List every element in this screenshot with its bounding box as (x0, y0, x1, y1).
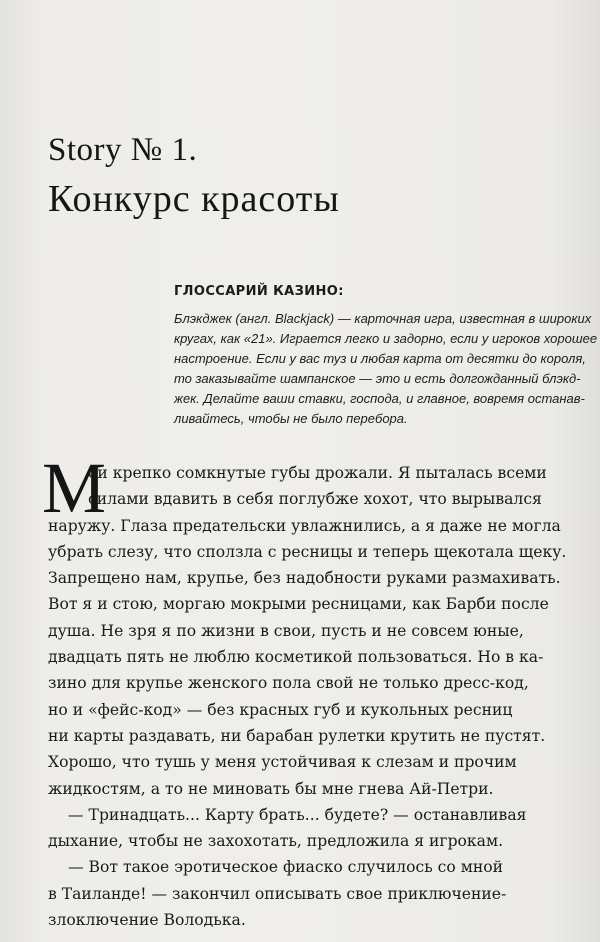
body-line: наружу. Глаза предательски увлажнились, а я даже не могла (48, 516, 561, 535)
body-line: Запрещено нам, крупье, без надобности руками размахивать. (48, 569, 561, 588)
drop-cap: М (42, 448, 107, 528)
body-line: дыхание, чтобы не захохотать, предложила я игрокам. (48, 832, 504, 851)
body-line: душа. Не зря я по жизни в свои, пусть и не совсем юные, (48, 621, 524, 640)
chapter-heading (48, 128, 568, 224)
glossary-line: ливайтесь, чтобы не было перебора. (174, 411, 408, 426)
body-line: ни карты раздавать, ни барабан рулетки крутить не пустят. (48, 726, 546, 745)
body-line: двадцать пять не люблю косметикой пользоваться. Но в ка- (48, 648, 544, 667)
body-line: убрать слезу, что сползла с ресницы и теперь щекотала щеку. (48, 542, 567, 561)
dialogue-line: — Тринадцать... Карту брать... будете? — останавливая (68, 805, 527, 824)
glossary-line: настроение. Если у вас туз и любая карта от десятки до короля, (174, 351, 586, 366)
glossary-line: жек. Делайте ваши ставки, господа, и главное, вовремя останав- (174, 391, 585, 406)
glossary-title: ГЛОССАРИЙ КАЗИНО: (174, 284, 344, 299)
glossary-box (174, 283, 598, 429)
body-line: Вот я и стою, моргаю мокрыми ресницами, как Барби после (48, 595, 549, 614)
glossary-line: Блэкджек (англ. Blackjack) — карточная игра, известная в широких (174, 311, 592, 326)
body-line: силами вдавить в себя поглубже хохот, что вырывался (88, 490, 542, 509)
body-line: Хорошо, что тушь у меня устойчивая к слезам и прочим (48, 753, 517, 772)
dialogue-line: — Вот такое эротическое фиаско случилось со мной (68, 858, 504, 877)
story-number: Story № 1. (48, 132, 198, 168)
glossary-line: кругах, как «21». Играется легко и задорно, если у игроков хорошее (174, 331, 598, 346)
body-line: жидкостям, а то не миновать бы мне гнева Ай-Петри. (48, 779, 494, 798)
glossary-line: то заказывайте шампанское — это и есть долгожданный блэкд- (174, 371, 581, 386)
body-line: в Таиланде! — закончил описывать свое приключение- (48, 884, 507, 903)
chapter-title: Конкурс красоты (48, 178, 340, 220)
body-line: но и «фейс-код» — без красных губ и кукольных ресниц (48, 700, 513, 719)
body-line: зино для крупье женского пола свой не только дресс-код, (48, 674, 529, 693)
body-line: злоключение Володька. (48, 911, 246, 930)
body-text (42, 448, 568, 933)
body-line: ои крепко сомкнутые губы дрожали. Я пыталась всеми (88, 464, 547, 482)
